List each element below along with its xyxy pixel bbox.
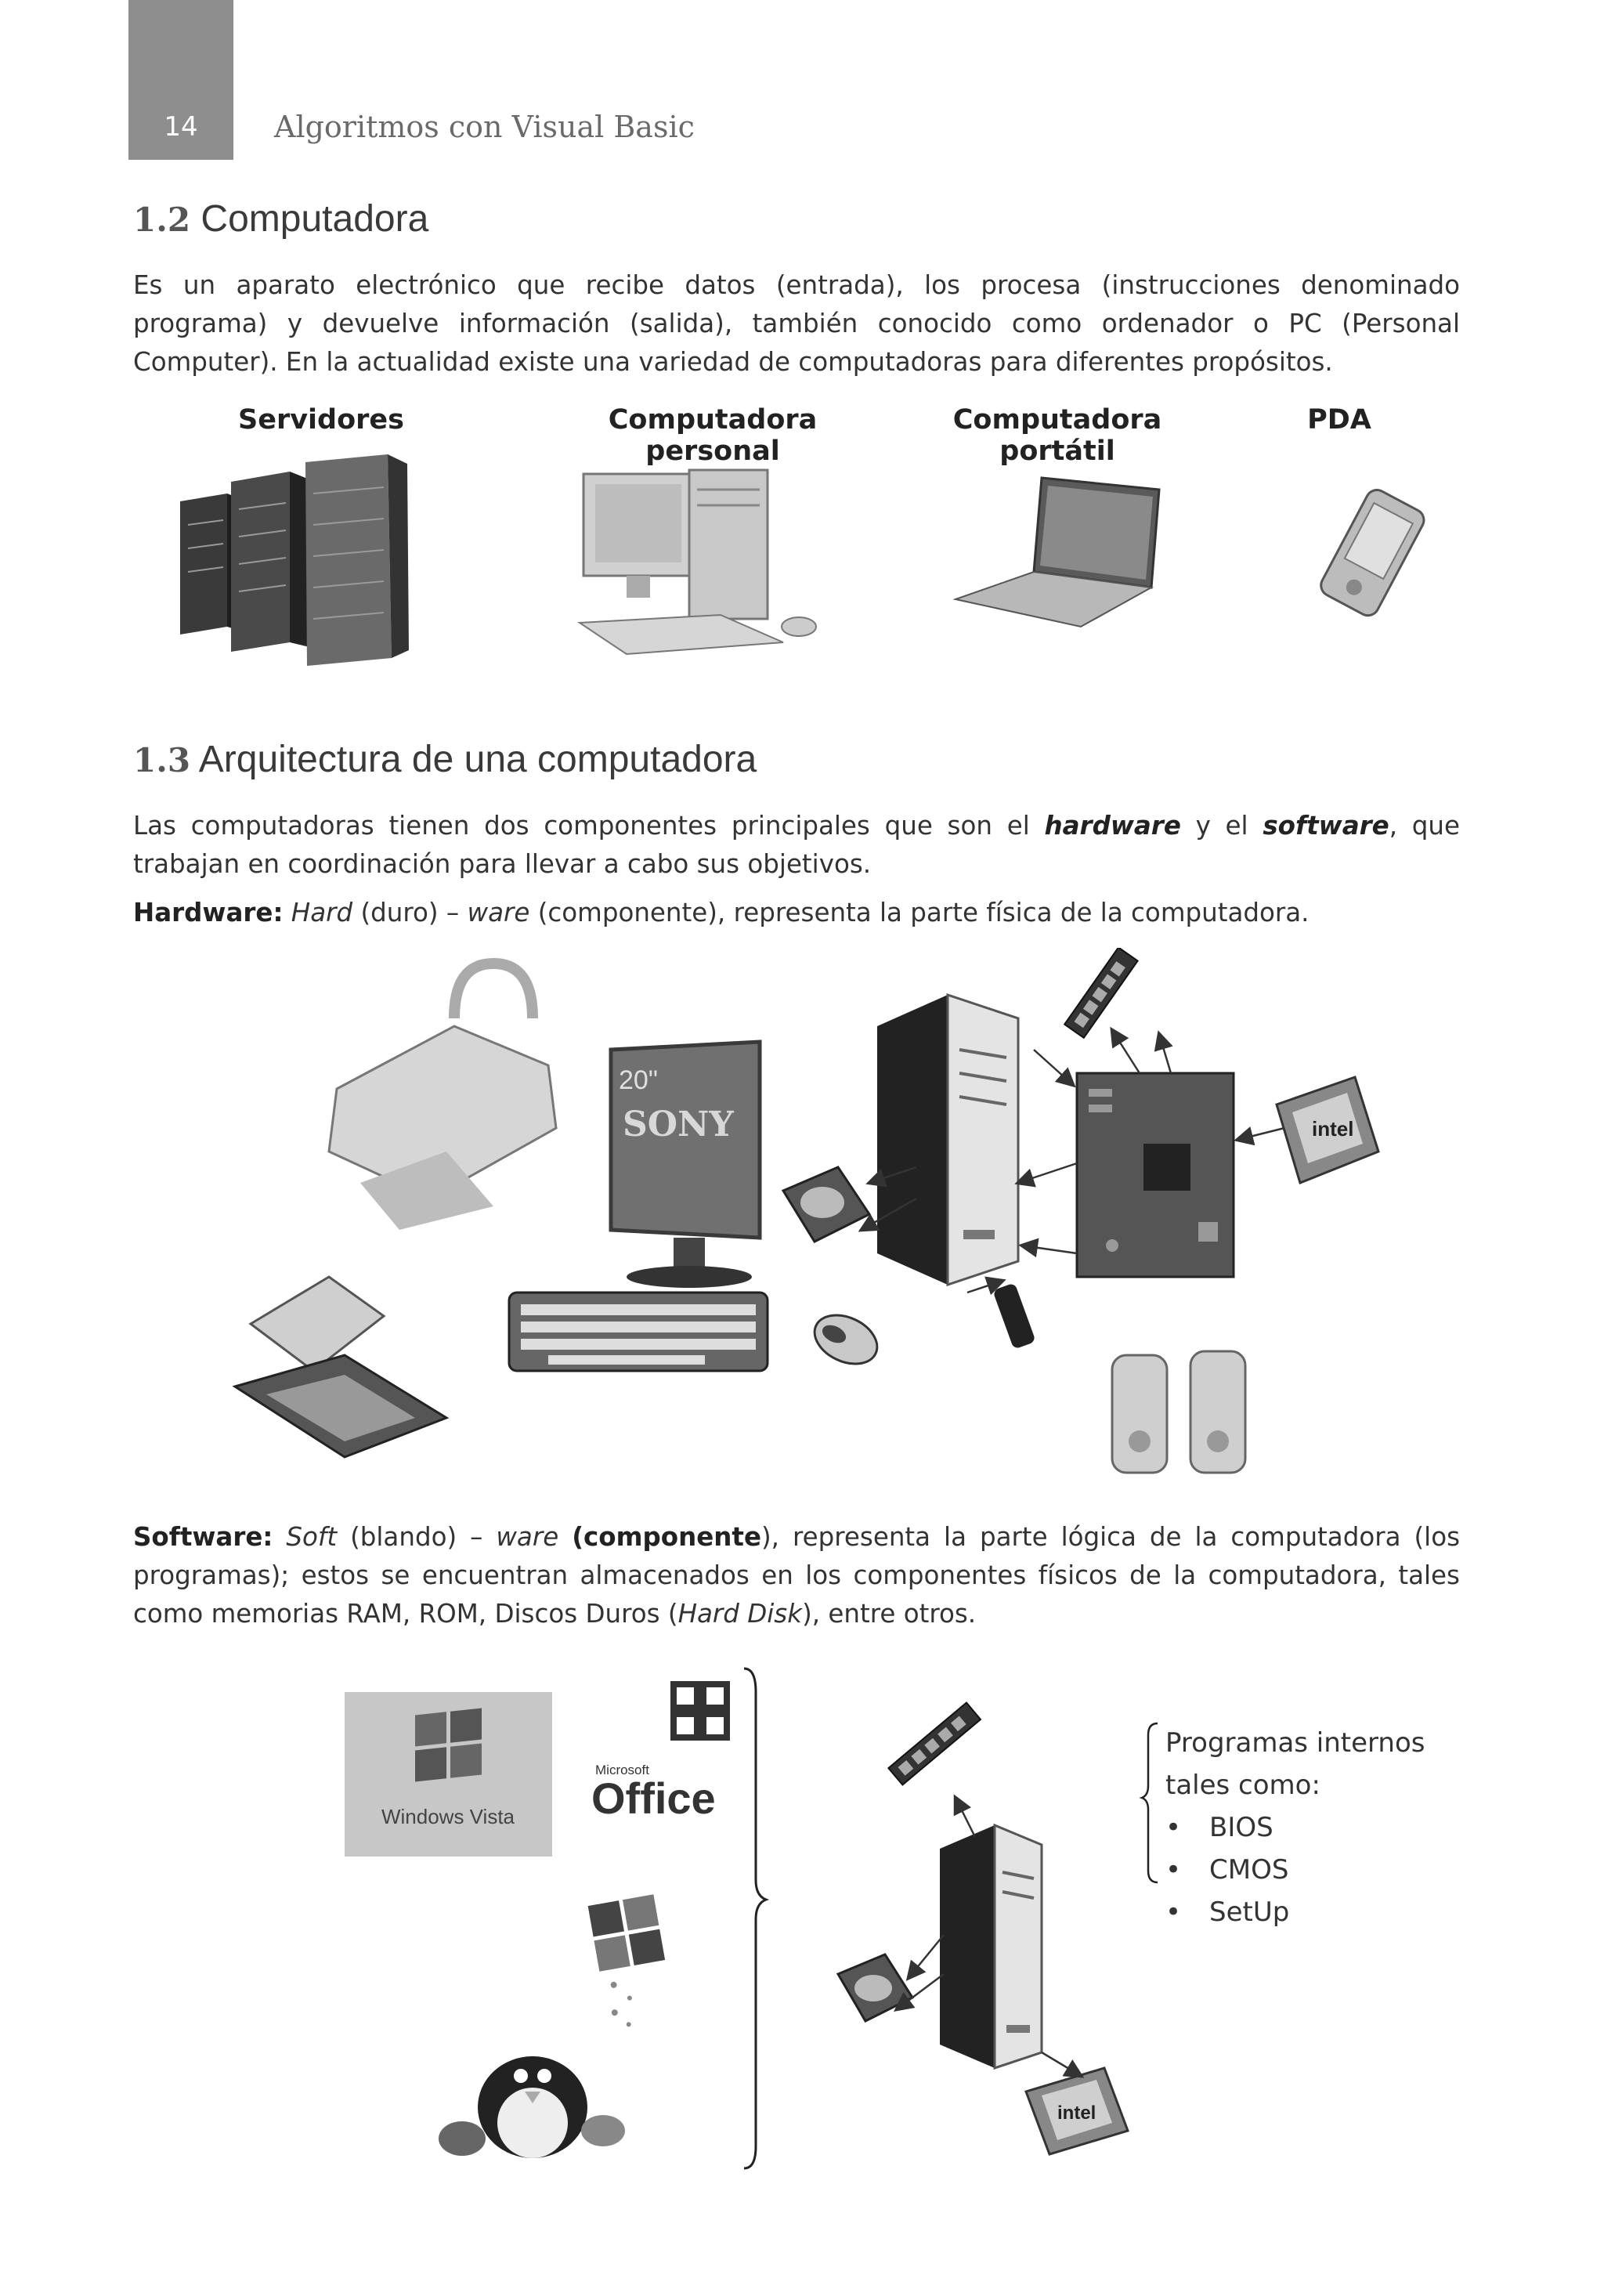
intel-logo-text: intel xyxy=(1312,1117,1354,1141)
list-item: • BIOS xyxy=(1165,1806,1425,1849)
internal-programs-list xyxy=(1165,1722,1425,1933)
section-heading-1-2 xyxy=(133,197,428,240)
category-label-servers: Servidores xyxy=(238,404,404,436)
grouping-brace xyxy=(744,1669,766,2168)
windows-vista-logo xyxy=(345,1692,552,1857)
office-logo xyxy=(591,1684,727,1823)
cpu-image xyxy=(1277,1077,1378,1183)
list-item: • CMOS xyxy=(1165,1849,1425,1891)
windows-xp-logo xyxy=(588,1894,676,2030)
section-number: 1.3 xyxy=(133,741,191,779)
windows-vista-text: Windows Vista xyxy=(381,1805,515,1828)
hardware-definition: Hardware: Hard (duro) – ware (componente), representa la parte física de la computadora. xyxy=(133,898,1310,927)
laptop-image xyxy=(956,478,1159,627)
speakers-image xyxy=(1112,1351,1245,1473)
servers-image xyxy=(180,454,409,666)
scanner-image xyxy=(235,1277,446,1457)
pda-image xyxy=(1317,486,1428,620)
list-item: • SetUp xyxy=(1165,1891,1425,1933)
motherboard-image xyxy=(1077,1073,1234,1277)
internal-programs-brace xyxy=(1142,1723,1158,1882)
section-heading-1-3 xyxy=(133,738,757,781)
section-title: Arquitectura de una computadora xyxy=(198,739,757,780)
pc-tower-image xyxy=(877,995,1018,1285)
personal-computer-image xyxy=(580,470,816,654)
monitor-size-label: 20" xyxy=(619,1065,658,1095)
software-definition: Software: Soft (blando) – ware (componente), representa la parte lógica de la computadora (los programas); estos se encuentran almacenados en los componentes físicos de la computadora, tales como memorias RAM, ROM, Discos Duros (Hard Disk), entre otros. xyxy=(133,1522,1461,1629)
keyboard-image xyxy=(509,1293,768,1371)
office-text: Office xyxy=(591,1774,716,1823)
category-label-pda: PDA xyxy=(1307,404,1371,436)
internal-programs-title: Programas internos xyxy=(1165,1727,1425,1759)
computadora-paragraph: Es un aparato electrónico que recibe datos (entrada), los procesa (instrucciones denominado programa) y devuelve información (salida), también conocido como ordenador o PC (Personal Computer). En la actualidad existe una variedad de computadoras para diferentes propósitos. xyxy=(133,270,1460,377)
printer-image xyxy=(329,964,556,1230)
category-label-personal: Computadora personal xyxy=(608,404,818,467)
intel-logo-text: intel xyxy=(1057,2103,1096,2124)
usb-drive-image xyxy=(992,1282,1036,1349)
pc-tower-image xyxy=(940,1825,1042,2068)
linux-tux-image xyxy=(439,2056,625,2158)
software-illustration xyxy=(337,1661,1237,2178)
page-number: 14 xyxy=(164,111,198,143)
hard-disk-image xyxy=(838,1954,912,2021)
internal-programs-subtitle: tales como: xyxy=(1165,1770,1320,1801)
architecture-paragraph: Las computadoras tienen dos componentes principales que son el hardware y el software, que trabajan en coordinación para llevar a cabo sus objetivos. xyxy=(133,811,1460,879)
computer-types-illustration xyxy=(157,439,1504,674)
cpu-image xyxy=(1026,2068,1128,2154)
hard-disk-image xyxy=(783,1167,869,1242)
monitor-brand-label: SONY xyxy=(623,1105,734,1144)
category-label-laptop: Computadora portátil xyxy=(952,404,1162,467)
section-title: Computadora xyxy=(200,198,429,240)
mouse-image xyxy=(807,1306,885,1373)
microsoft-text: Microsoft xyxy=(595,1763,649,1777)
monitor-image xyxy=(611,1042,760,1288)
running-title: Algoritmos con Visual Basic xyxy=(274,110,695,144)
ram-module-image xyxy=(888,1703,981,1785)
ram-module-image xyxy=(1064,948,1137,1038)
hardware-components-illustration xyxy=(219,948,1394,1481)
section-number: 1.2 xyxy=(133,201,191,239)
